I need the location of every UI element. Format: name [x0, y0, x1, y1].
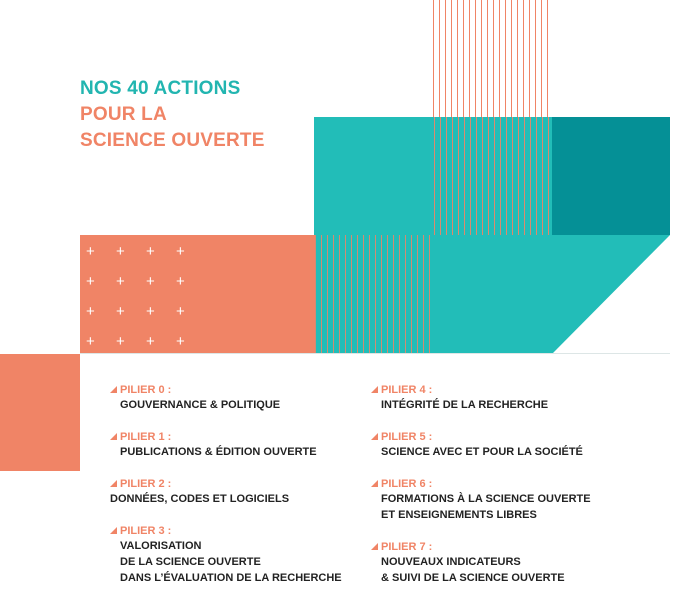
title-line-3: SCIENCE OUVERTE [80, 130, 265, 151]
plus-icon: + [86, 303, 95, 320]
triangle-bullet-icon [110, 433, 117, 440]
plus-icon: + [116, 273, 125, 290]
triangle-bullet-icon [110, 480, 117, 487]
decorative-teal-stripes-block [315, 235, 434, 354]
page-title [80, 76, 265, 154]
plus-icon: + [176, 273, 185, 290]
triangle-bullet-icon [110, 386, 117, 393]
pillar-text: SCIENCE AVEC ET POUR LA SOCIÉTÉ [381, 446, 583, 458]
divider-line [80, 353, 670, 354]
decorative-teal-block [314, 117, 434, 235]
pillar-7 [371, 540, 565, 586]
plus-icon: + [86, 333, 95, 350]
plus-icon: + [116, 303, 125, 320]
pillar-label: PILIER 7 : [381, 541, 433, 553]
plus-icon: + [146, 303, 155, 320]
pillar-text: PUBLICATIONS & ÉDITION OUVERTE [120, 446, 317, 458]
plus-icon: + [146, 273, 155, 290]
pillar-text: NOUVEAUX INDICATEURS & SUIVI DE LA SCIENCE OUVERTE [381, 556, 565, 584]
pillar-text: FORMATIONS À LA SCIENCE OUVERTE ET ENSEIGNEMENTS LIBRES [381, 493, 591, 521]
pillar-label: PILIER 5 : [381, 431, 433, 443]
pillar-text: DONNÉES, CODES ET LOGICIELS [110, 493, 290, 505]
decorative-teal-triangle [434, 235, 670, 354]
pillar-label: PILIER 0 : [120, 384, 172, 396]
pillar-5 [371, 430, 583, 460]
pillar-text: VALORISATION DE LA SCIENCE OUVERTE DANS L’ÉVALUATION DE LA RECHERCHE [120, 540, 342, 584]
plus-icon: + [86, 273, 95, 290]
plus-icon: + [176, 303, 185, 320]
triangle-bullet-icon [110, 527, 117, 534]
decorative-coral-block [80, 235, 315, 354]
plus-icon: + [116, 243, 125, 260]
pillar-1 [110, 430, 317, 460]
plus-icon: + [116, 333, 125, 350]
triangle-bullet-icon [371, 386, 378, 393]
triangle-bullet-icon [371, 543, 378, 550]
pillar-0 [110, 383, 280, 413]
plus-icon: + [146, 243, 155, 260]
decorative-teal-striped-block [434, 117, 552, 235]
plus-icon: + [86, 243, 95, 260]
pillar-text: GOUVERNANCE & POLITIQUE [120, 399, 281, 411]
pillar-2 [110, 477, 289, 507]
title-line-2: POUR LA [80, 104, 167, 125]
plus-icon: + [176, 333, 185, 350]
pillar-label: PILIER 1 : [120, 431, 172, 443]
title-line-1: NOS 40 ACTIONS [80, 78, 241, 99]
plus-icon: + [176, 243, 185, 260]
pillar-3 [110, 524, 342, 586]
plus-icon: + [146, 333, 155, 350]
pillar-6 [371, 477, 591, 523]
pillar-label: PILIER 4 : [381, 384, 433, 396]
pillar-label: PILIER 2 : [120, 478, 172, 490]
pillar-label: PILIER 3 : [120, 525, 172, 537]
triangle-bullet-icon [371, 480, 378, 487]
pillar-4 [371, 383, 548, 413]
decorative-coral-side-block [0, 354, 80, 471]
pillar-text: INTÉGRITÉ DE LA RECHERCHE [381, 399, 549, 411]
triangle-bullet-icon [371, 433, 378, 440]
decorative-dark-teal-block [552, 117, 670, 235]
pillar-label: PILIER 6 : [381, 478, 433, 490]
